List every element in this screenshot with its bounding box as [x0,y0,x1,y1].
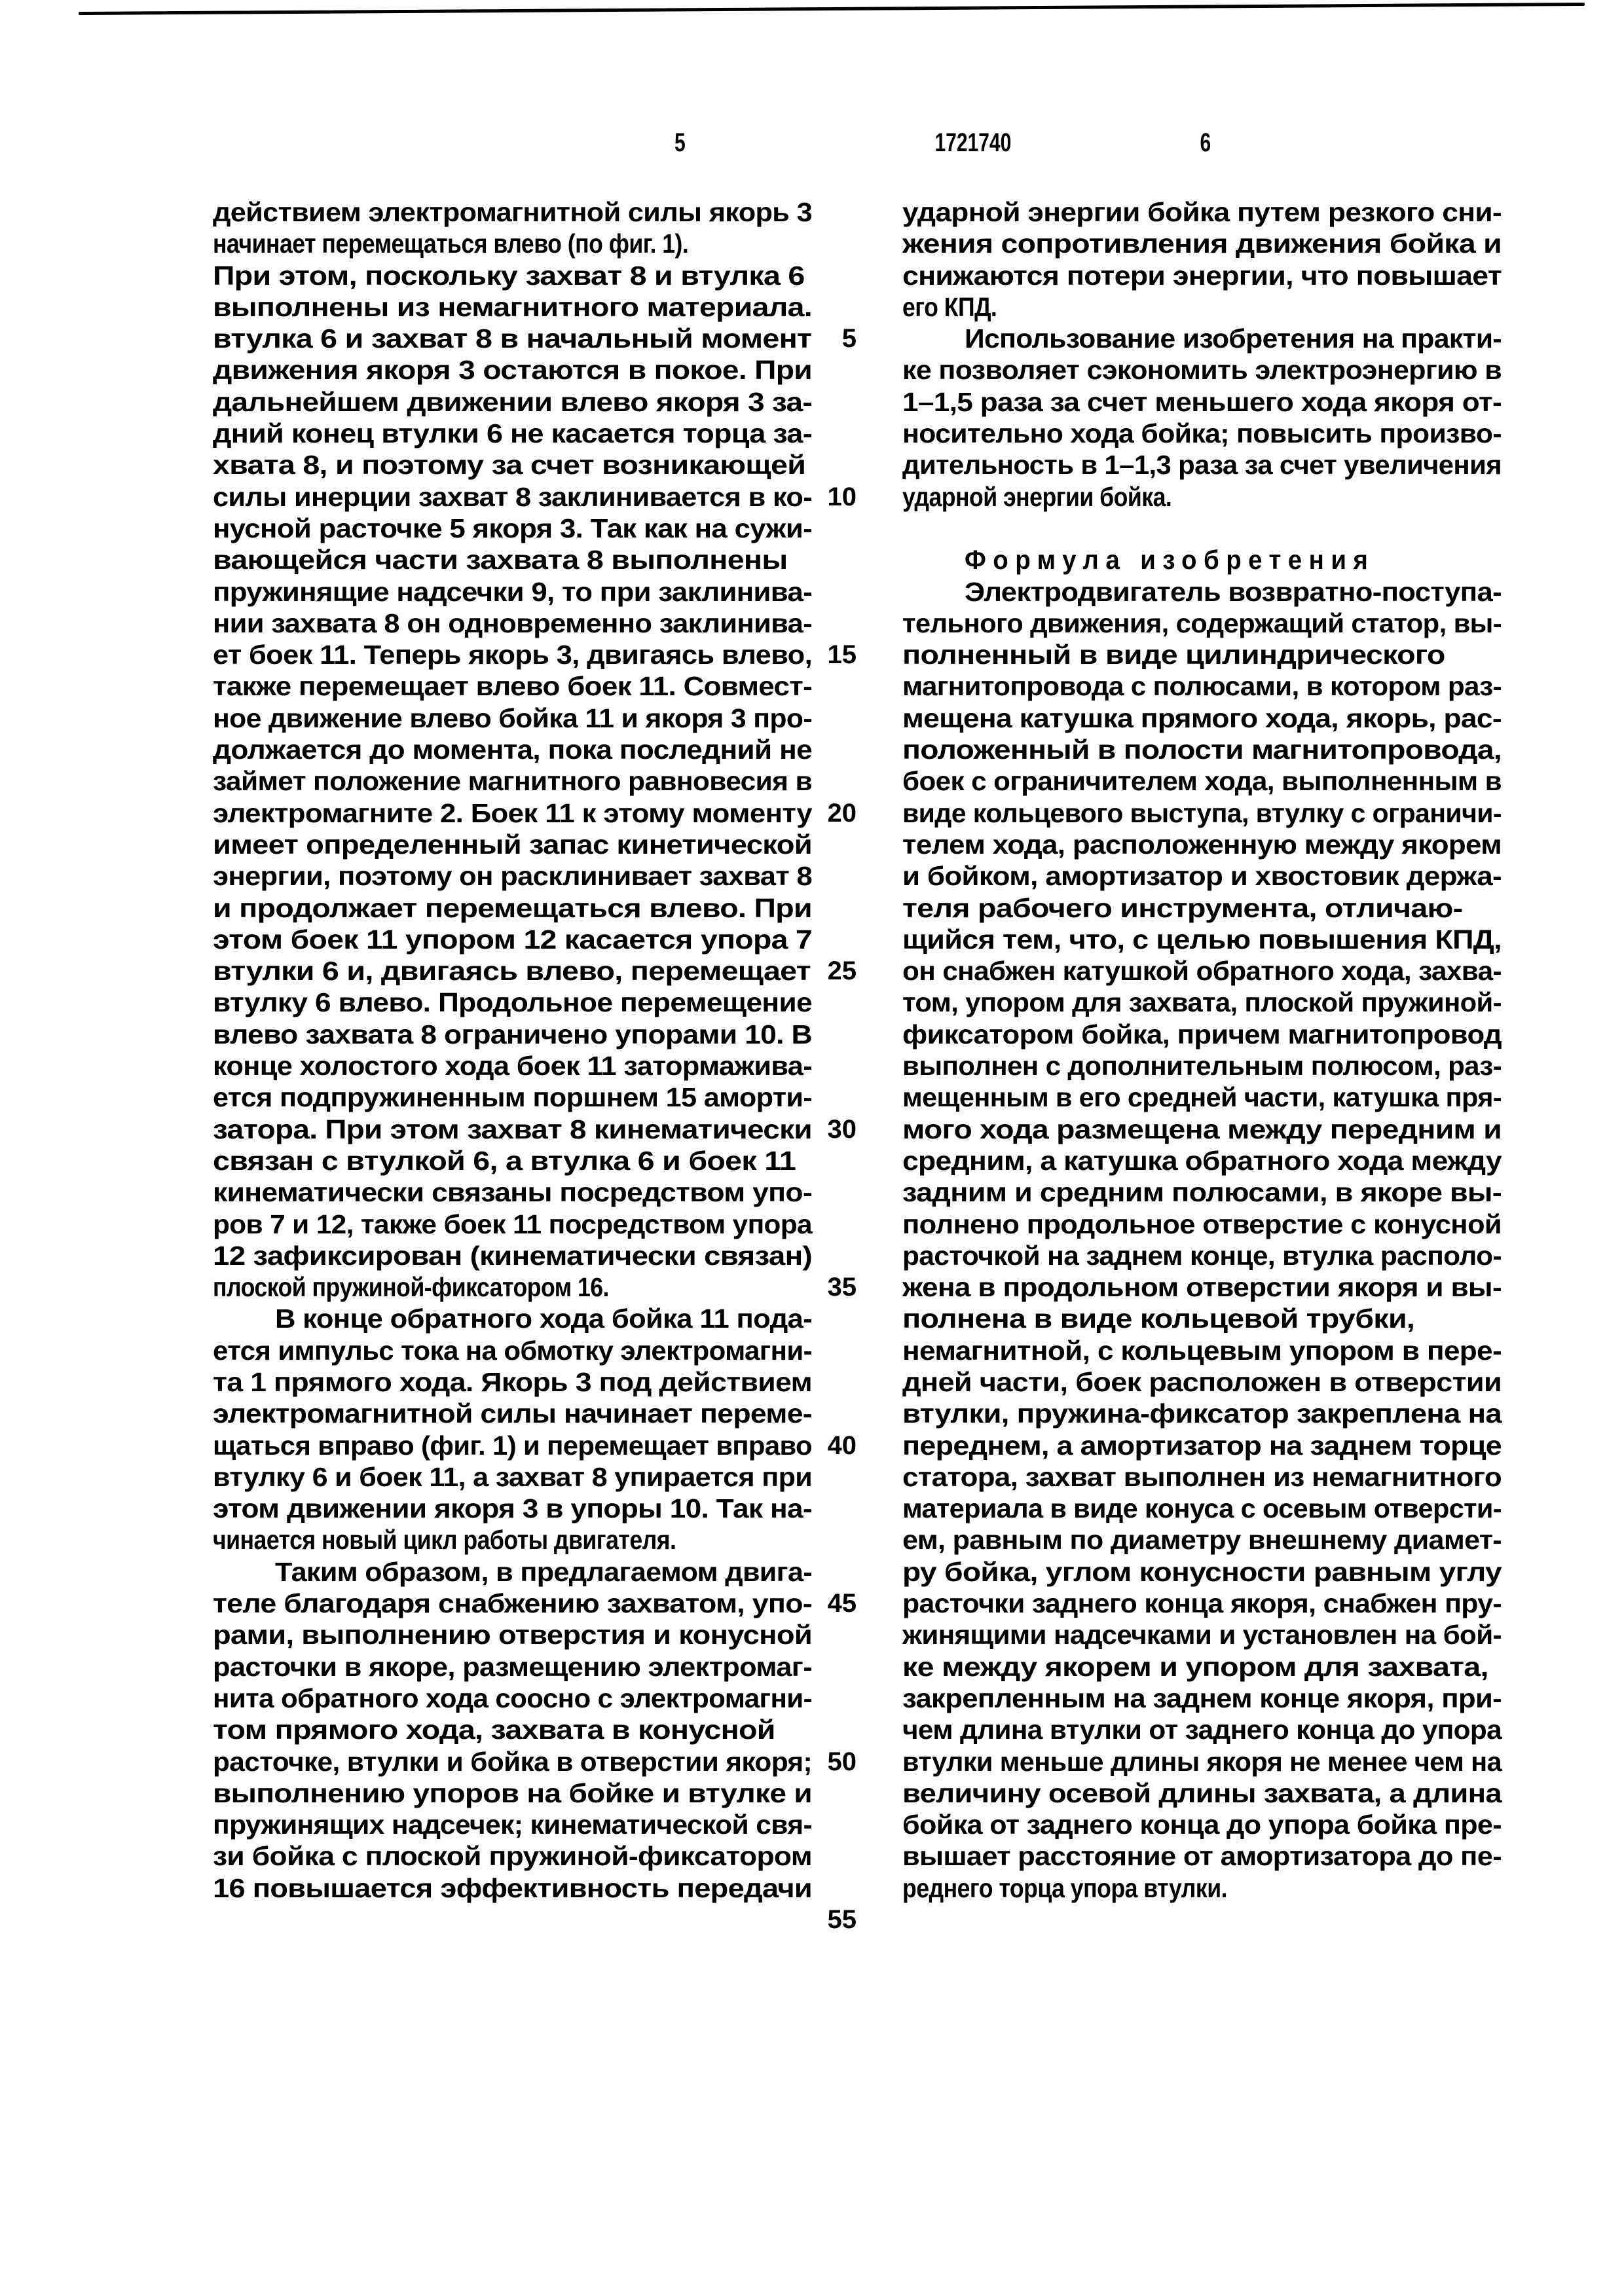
text-line: пружинящие надсечки 9, то при заклинива- [213,576,812,608]
text-line: ное движение влево бойка 11 и якоря 3 про- [213,702,812,734]
text-line: пружинящих надсечек; кинематической свя- [213,1809,812,1840]
line-number: 30 [828,1114,857,1145]
text-line: полнена в виде кольцевой трубки, [902,1303,1502,1334]
text-line: чинается новый цикл работы двигателя. [213,1524,812,1556]
text-line: движения якоря 3 остаются в покое. При [213,354,812,386]
patent-number: 1721740 [935,128,1012,158]
left-column [213,196,812,1904]
text-line: снижаются потери энергии, что повышает [902,260,1502,291]
text-line: теля рабочего инструмента, отличаю- [902,892,1502,924]
text-line: дальнейшем движении влево якоря 3 за- [213,386,812,418]
text-line: ется импульс тока на обмотку электромагни- [213,1335,812,1366]
text-line: должается до момента, пока последний не [213,734,812,765]
text-line: его КПД. [902,291,1502,323]
text-line: полнено продольное отверстие с конусной [902,1209,1502,1240]
text-line: ется подпружиненным поршнем 15 аморти- [213,1082,812,1113]
text-line [902,513,1502,544]
text-line: расточкой на заднем конце, втулка располо- [902,1240,1502,1271]
text-line: мещенным в его средней части, катушка пря- [902,1082,1502,1113]
text-line: и бойком, амортизатор и хвостовик держа- [902,860,1502,892]
text-line: втулки меньше длины якоря не менее чем на [902,1746,1502,1777]
text-line: влево захвата 8 ограничено упорами 10. В [213,1019,812,1050]
text-line: положенный в полости магнитопровода, [902,734,1502,765]
right-column [902,196,1502,1904]
text-line: расточки в якоре, размещению электромаг- [213,1651,812,1683]
text-line: втулка 6 и захват 8 в начальный момент [213,323,812,354]
text-line: боек с ограничителем хода, выполненным в [902,765,1502,797]
text-line: имеет определенный запас кинетической [213,829,812,860]
text-line: щаться вправо (фиг. 1) и перемещает вправо [213,1430,812,1461]
text-line: затора. При этом захват 8 кинематически [213,1114,812,1145]
line-number: 20 [828,797,857,829]
text-line: ударной энергии бойка. [902,481,1502,513]
text-line: вышает расстояние от амортизатора до пе- [902,1840,1502,1872]
text-line: хвата 8, и поэтому за счет возникающей [213,449,812,481]
text-line: виде кольцевого выступа, втулку с ограничи- [902,797,1502,829]
text-line: ру бойка, углом конусности равным углу [902,1556,1502,1588]
text-line: дительность в 1–1,3 раза за счет увеличения [902,449,1502,481]
text-line: нита обратного хода соосно с электромагни- [213,1683,812,1714]
text-line: телем хода, расположенную между якорем [902,829,1502,860]
text-line: мещена катушка прямого хода, якорь, рас- [902,702,1502,734]
text-line: теле благодаря снабжению захватом, упо- [213,1588,812,1619]
text-line: та 1 прямого хода. Якорь 3 под действием [213,1366,812,1398]
text-line: дний конец втулки 6 не касается торца за- [213,418,812,449]
line-number: 45 [828,1588,857,1619]
text-line: носительно хода бойка; повысить произво- [902,418,1502,449]
line-number: 25 [828,955,857,987]
text-line: плоской пружиной-фиксатором 16. [213,1271,812,1303]
text-line: конце холостого хода боек 11 затормажива- [213,1050,812,1082]
text-line: дней части, боек расположен в отверстии [902,1366,1502,1398]
text-line: этом боек 11 упором 12 касается упора 7 [213,924,812,955]
text-line: нии захвата 8 он одновременно заклинива- [213,608,812,639]
text-line: этом движении якоря 3 в упоры 10. Так на- [213,1493,812,1524]
text-line: втулку 6 и боек 11, а захват 8 упирается при [213,1461,812,1493]
text-line: выполнению упоров на бойке и втулке и [213,1777,812,1809]
text-line: величину осевой длины захвата, а длина [902,1777,1502,1809]
line-number: 35 [828,1271,857,1303]
text-line: том прямого хода, захвата в конусной [213,1714,812,1745]
text-line: втулки, пружина-фиксатор закреплена на [902,1398,1502,1429]
text-line: вающейся части захвата 8 выполнены [213,544,812,575]
text-line: средним, а катушка обратного хода между [902,1145,1502,1176]
text-line: тельного движения, содержащий статор, вы- [902,608,1502,639]
text-line: чем длина втулки от заднего конца до упора [902,1714,1502,1745]
text-line: он снабжен катушкой обратного хода, захва- [902,955,1502,987]
text-line: действием электромагнитной силы якорь 3 [213,196,812,228]
text-line: В конце обратного хода бойка 11 пода- [213,1303,812,1334]
text-line: рами, выполнению отверстия и конусной [213,1619,812,1650]
text-line: начинает перемещаться влево (по фиг. 1). [213,228,812,259]
text-line: выполнен с дополнительным полюсом, раз- [902,1050,1502,1082]
line-number: 40 [828,1430,857,1461]
text-line: электромагните 2. Боек 11 к этому моменту [213,797,812,829]
text-line: статора, захват выполнен из немагнитного [902,1461,1502,1493]
text-line: жения сопротивления движения бойка и [902,228,1502,259]
page-header [203,128,1421,168]
text-line: задним и средним полюсами, в якоре вы- [902,1176,1502,1208]
text-line: выполнены из немагнитного материала. [213,291,812,323]
text-line: кинематически связаны посредством упо- [213,1176,812,1208]
text-line: мого хода размещена между передним и [902,1114,1502,1145]
text-line: 1–1,5 раза за счет меньшего хода якоря от- [902,386,1502,418]
text-line: зи бойка с плоской пружиной-фиксатором [213,1840,812,1872]
text-line: реднего торца упора втулки. [902,1872,1502,1904]
text-line: нусной расточке 5 якоря 3. Так как на сужи- [213,513,812,544]
text-line: бойка от заднего конца до упора бойка пре- [902,1809,1502,1840]
text-line: втулку 6 влево. Продольное перемещение [213,987,812,1018]
text-line: ке позволяет сэкономить электроэнергию в [902,354,1502,386]
line-number: 15 [828,639,857,670]
text-line: ударной энергии бойка путем резкого сни- [902,196,1502,228]
text-line: займет положение магнитного равновесия в [213,765,812,797]
top-rule [79,3,1585,15]
line-number: 55 [828,1904,857,1935]
text-line: переднем, а амортизатор на заднем торце [902,1430,1502,1461]
text-line: закрепленным на заднем конце якоря, при- [902,1683,1502,1714]
text-line: магнитопровода с полюсами, в котором раз- [902,670,1502,702]
text-line: ров 7 и 12, также боек 11 посредством упора [213,1209,812,1240]
line-number: 5 [842,323,857,354]
text-line: ке между якорем и упором для захвата, [902,1651,1502,1683]
text-line: связан с втулкой 6, а втулка 6 и боек 11 [213,1145,812,1176]
line-number: 10 [828,481,857,513]
page-number-right: 6 [1200,128,1211,158]
text-line: 16 повышается эффективность передачи [213,1872,812,1904]
text-line: щийся тем, что, с целью повышения КПД, [902,924,1502,955]
text-line: немагнитной, с кольцевым упором в пере- [902,1335,1502,1366]
text-line: электромагнитной силы начинает переме- [213,1398,812,1429]
text-line: расточке, втулки и бойка в отверстии якоря; [213,1746,812,1777]
text-line: Использование изобретения на практи- [902,323,1502,354]
text-line: энергии, поэтому он расклинивает захват 8 [213,860,812,892]
text-line: жена в продольном отверстии якоря и вы- [902,1271,1502,1303]
text-line: 12 зафиксирован (кинематически связан) [213,1240,812,1271]
line-number: 50 [828,1746,857,1777]
page-number-left: 5 [674,128,686,158]
text-line: ем, равным по диаметру внешнему диамет- [902,1524,1502,1556]
text-line: втулки 6 и, двигаясь влево, перемещает [213,955,812,987]
text-line: также перемещает влево боек 11. Совмест- [213,670,812,702]
text-line: полненный в виде цилиндрического [902,639,1502,670]
text-line: фиксатором бойка, причем магнитопровод [902,1019,1502,1050]
text-line: материала в виде конуса с осевым отверсти- [902,1493,1502,1524]
text-line: Электродвигатель возвратно-поступа- [902,576,1502,608]
text-line: При этом, поскольку захват 8 и втулка 6 [213,260,812,291]
text-line: ет боек 11. Теперь якорь 3, двигаясь влево, [213,639,812,670]
text-line: силы инерции захват 8 заклинивается в ко- [213,481,812,513]
text-line: жинящими надсечками и установлен на бой- [902,1619,1502,1650]
section-heading: Формула изобретения [902,544,1502,575]
text-line: том, упором для захвата, плоской пружиной- [902,987,1502,1018]
text-line: и продолжает перемещаться влево. При [213,892,812,924]
text-line: расточки заднего конца якоря, снабжен пру- [902,1588,1502,1619]
text-line: Таким образом, в предлагаемом двига- [213,1556,812,1588]
